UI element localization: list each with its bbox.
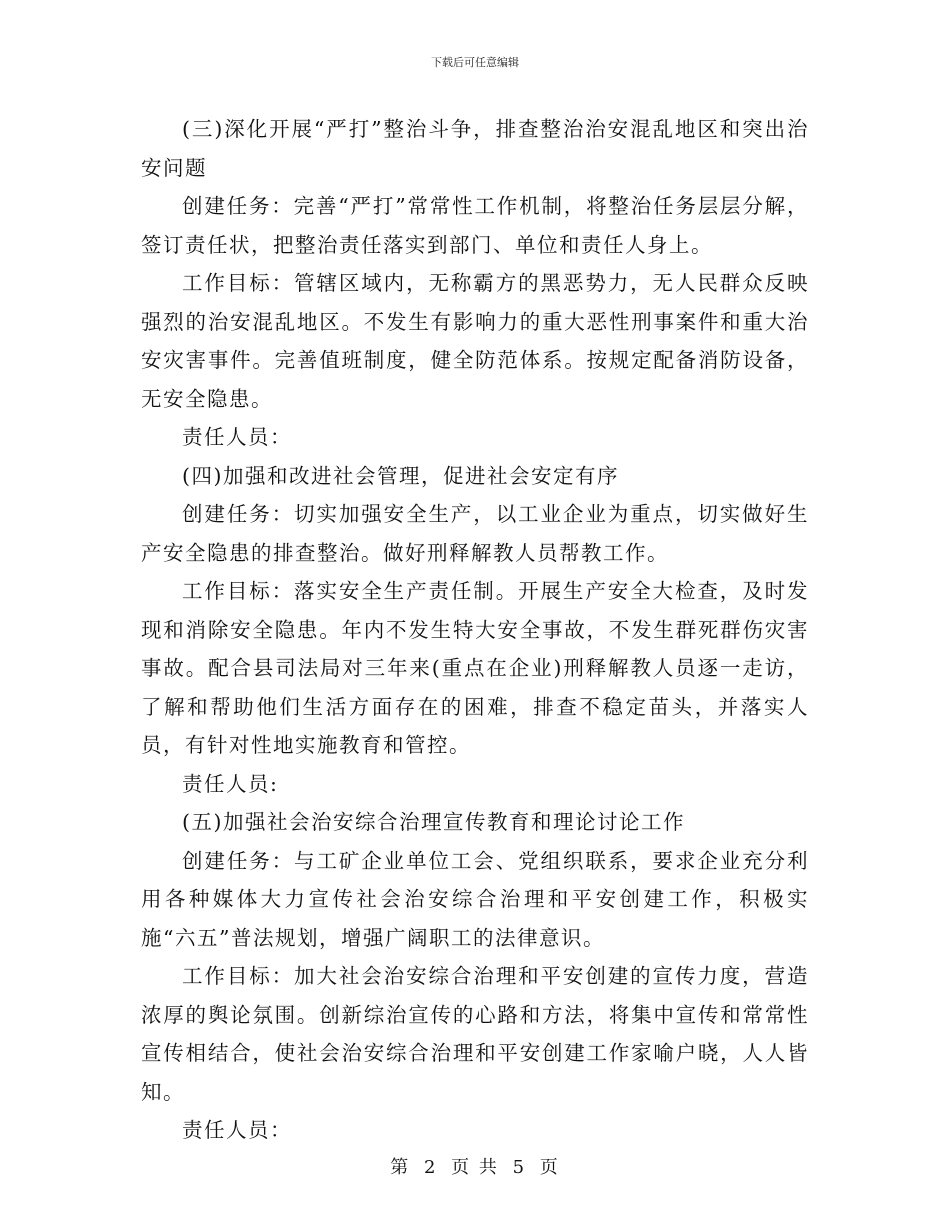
page-footer (0, 1153, 950, 1179)
section-4-responsible: 责任人员: (182, 771, 279, 796)
section-3-goal: 工作目标：管辖区域内，无称霸方的黑恶势力，无人民群众反映强烈的治安混乱地区。不发生有影响力的重大恶性刑事案件和重大治安灾害事件。完善值班制度，健全防范体系。按规定配备消防设备，无安全隐患。 (141, 271, 809, 411)
section-5-goal: 工作目标：加大社会治安综合治理和平安创建的宣传力度，营造浓厚的舆论氛围。创新综治宣传的心路和方法，将集中宣传和常常性宣传相结合，使社会治安综合治理和平安创建工作家喻户晓，人人皆知。 (141, 964, 809, 1104)
section-4-goal: 工作目标：落实安全生产责任制。开展生产安全大检查，及时发现和消除安全隐患。年内不发生特大安全事故，不发生群死群伤灾害事故。配合县司法局对三年来(重点在企业)刑释解教人员逐一走访，了解和帮助他们生活方面存在的困难，排查不稳定苗头，并落实人员，有针对性地实施教育和管控。 (141, 579, 809, 757)
section-3-heading: (三)深化开展“严打”整治斗争，排查整治治安混乱地区和突出治安问题 (141, 117, 809, 180)
page-header: 下载后可任意编辑 (431, 56, 519, 69)
section-5-responsible: 责任人员： (182, 1118, 292, 1142)
footer-mid: 页 共 (451, 1157, 499, 1178)
section-3-task: 创建任务：完善“严打”常常性工作机制，将整治任务层层分解，签订责任状，把整治责任落实到部门、单位和责任人身上。 (141, 194, 809, 257)
footer-suffix: 页 (539, 1157, 560, 1178)
document-body (141, 110, 809, 1150)
current-page-number: 2 (423, 1157, 438, 1178)
section-5-heading: (五)加强社会治安综合治理宣传教育和理论讨论工作 (182, 810, 685, 834)
section-5-task: 创建任务：与工矿企业单位工会、党组织联系，要求企业充分利用各种媒体大力宣传社会治安综合治理和平安创建工作，积极实施“六五”普法规划，增强广阔职工的法律意识。 (141, 848, 809, 950)
footer-prefix: 第 (390, 1157, 411, 1178)
section-4-heading: (四)加强和改进社会管理，促进社会安定有序 (182, 463, 619, 488)
section-4-task: 创建任务：切实加强安全生产，以工业企业为重点，切实做好生产安全隐患的排查整治。做好刑释解教人员帮教工作。 (141, 502, 809, 565)
section-3-responsible: 责任人员： (182, 425, 292, 449)
total-page-number: 5 (512, 1157, 527, 1178)
